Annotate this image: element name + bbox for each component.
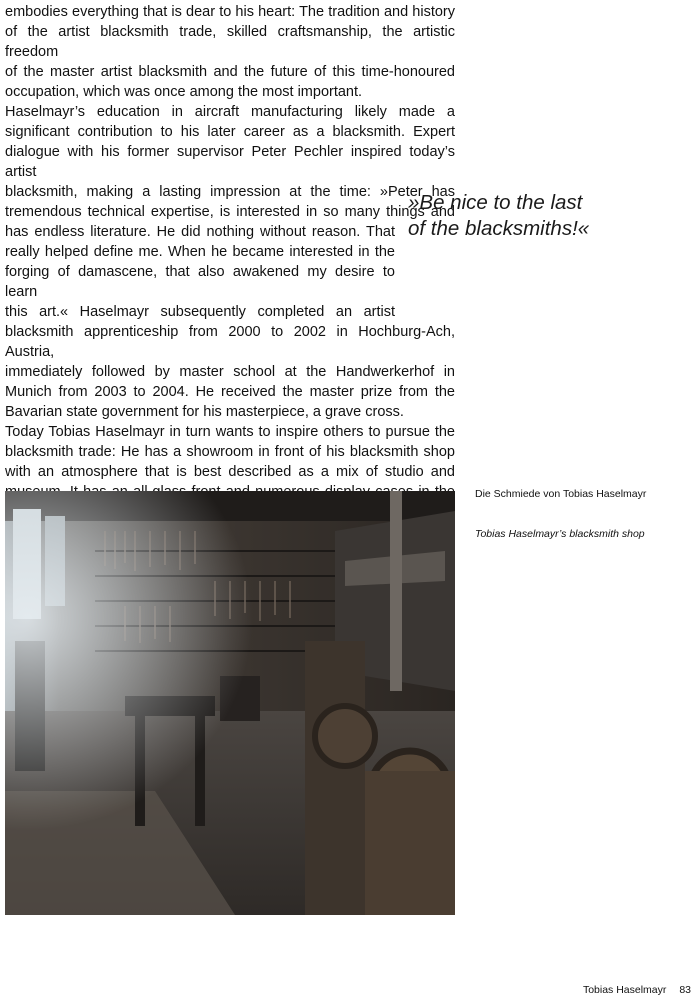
text-line: forging of damascene, that also awakened my desire to learn bbox=[5, 264, 395, 300]
text-line: significant contribution to his later career as a blacksmith. Expert bbox=[5, 124, 455, 140]
running-title: Tobias Haselmayr bbox=[582, 984, 667, 996]
page-footer bbox=[583, 984, 691, 996]
pull-quote-line: »Be nice to the last bbox=[408, 191, 583, 214]
text-line: Munich from 2003 to 2004. He received the master prize from the bbox=[5, 384, 455, 400]
text-line: immediately followed by master school at the Handwerkerhof in bbox=[5, 364, 455, 380]
text-line: Bavarian state government for his masterpiece, a grave cross. bbox=[5, 404, 404, 420]
text-line: Haselmayr’s education in aircraft manufacturing likely made a bbox=[5, 104, 455, 120]
text-line: blacksmith trade: He has a showroom in front of his blacksmith shop bbox=[5, 444, 455, 460]
text-line: Today Tobias Haselmayr in turn wants to inspire others to pursue the bbox=[5, 424, 455, 440]
paragraph-1 bbox=[5, 2, 455, 102]
caption-english: Tobias Haselmayr’s blacksmith shop bbox=[475, 528, 645, 540]
article-body bbox=[5, 2, 455, 542]
pull-quote bbox=[408, 190, 693, 242]
page-number: 83 bbox=[679, 984, 691, 996]
text-line: with an atmosphere that is best described as a mix of studio and bbox=[5, 464, 455, 480]
text-line: really helped define me. When he became interested in the bbox=[5, 244, 395, 260]
text-line: occupation, which was once among the most important. bbox=[5, 84, 363, 100]
text-line: of the master artist blacksmith and the future of this time-honoured bbox=[5, 64, 455, 80]
text-line: blacksmith apprenticeship from 2000 to 2002 in Hochburg-Ach, Austria, bbox=[5, 324, 455, 360]
text-line: this art.« Haselmayr subsequently completed an artist bbox=[5, 304, 395, 320]
text-line: tremendous technical expertise, is interested in so many things and bbox=[5, 204, 455, 220]
blacksmith-shop-photo bbox=[5, 491, 455, 915]
text-line: blacksmith, making a lasting impression at the time: »Peter has bbox=[5, 184, 455, 200]
text-line: dialogue with his former supervisor Peter Pechler inspired today’s artist bbox=[5, 144, 455, 180]
text-line: of the artist blacksmith trade, skilled craftsmanship, the artistic freedom bbox=[5, 24, 455, 60]
caption-german: Die Schmiede von Tobias Haselmayr bbox=[475, 488, 647, 500]
text-line: embodies everything that is dear to his heart: The tradition and history bbox=[5, 4, 455, 20]
text-line: has endless literature. He did nothing without reason. That bbox=[5, 224, 395, 240]
paragraph-2 bbox=[5, 102, 455, 422]
pull-quote-line: of the blacksmiths!« bbox=[408, 217, 590, 240]
